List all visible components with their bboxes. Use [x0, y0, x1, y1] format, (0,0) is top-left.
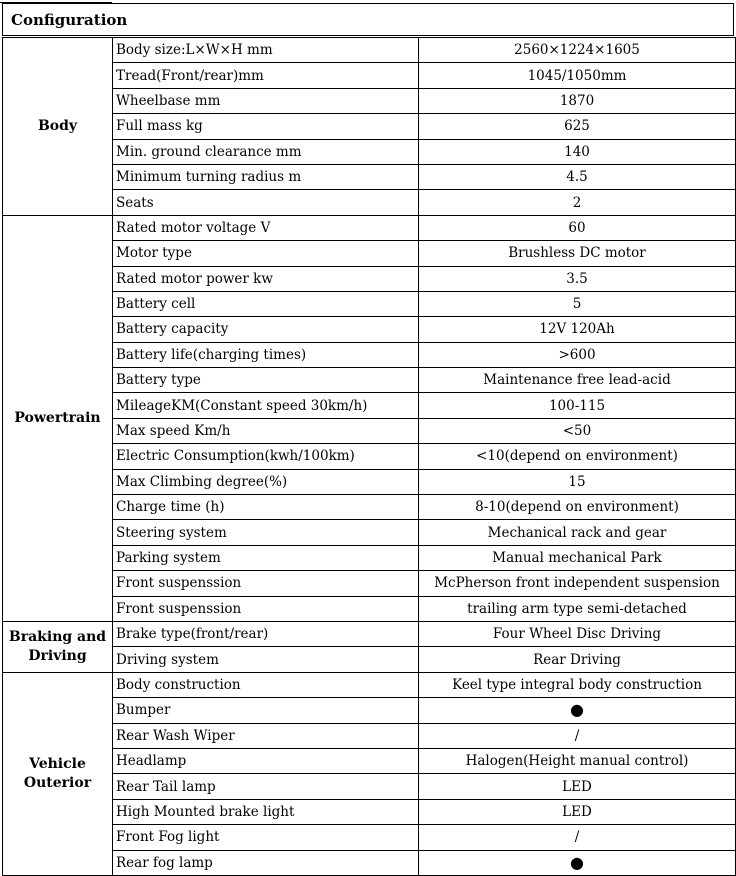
spec-value: trailing arm type semi-detached	[419, 596, 736, 621]
spec-item: Minimum turning radius m	[113, 164, 419, 189]
table-row	[3, 114, 736, 139]
spec-item: Min. ground clearance mm	[113, 139, 419, 164]
table-row	[3, 317, 736, 342]
spec-item: Max Climbing degree(%)	[113, 469, 419, 494]
page-title: Configuration	[11, 11, 128, 29]
table-row	[3, 495, 736, 520]
spec-value: /	[419, 825, 736, 850]
table-row	[3, 774, 736, 799]
spec-value: >600	[419, 342, 736, 367]
table-header	[2, 3, 734, 36]
table-row	[3, 164, 736, 189]
spec-item: Rear fog lamp	[113, 850, 419, 875]
spec-value: Brushless DC motor	[419, 241, 736, 266]
spec-value: 60	[419, 215, 736, 240]
spec-value: 8-10(depend on environment)	[419, 495, 736, 520]
spec-item: Battery capacity	[113, 317, 419, 342]
spec-item: Bumper	[113, 698, 419, 723]
table-row	[3, 63, 736, 88]
spec-item: Battery cell	[113, 291, 419, 316]
spec-value: Halogen(Height manual control)	[419, 748, 736, 773]
spec-item: Front suspenssion	[113, 571, 419, 596]
spec-value: <10(depend on environment)	[419, 444, 736, 469]
spec-item: Full mass kg	[113, 114, 419, 139]
table-row	[3, 571, 736, 596]
table-row	[3, 88, 736, 113]
spec-item: Battery life(charging times)	[113, 342, 419, 367]
spec-value: LED	[419, 799, 736, 824]
table-row	[3, 368, 736, 393]
table-row	[3, 698, 736, 723]
table-row	[3, 266, 736, 291]
table-row	[3, 38, 736, 63]
table-row	[3, 520, 736, 545]
spec-value: /	[419, 723, 736, 748]
spec-item: Rear Wash Wiper	[113, 723, 419, 748]
spec-value: 5	[419, 291, 736, 316]
table-row	[3, 672, 736, 697]
group-label: Braking and Driving	[3, 621, 113, 672]
spec-item: Rated motor voltage V	[113, 215, 419, 240]
spec-value: 4.5	[419, 164, 736, 189]
table-row	[3, 215, 736, 240]
spec-item: Headlamp	[113, 748, 419, 773]
spec-value: 1045/1050mm	[419, 63, 736, 88]
table-row	[3, 291, 736, 316]
spec-value: 2	[419, 190, 736, 215]
spec-item: Driving system	[113, 647, 419, 672]
spec-item: Parking system	[113, 545, 419, 570]
spec-value: Four Wheel Disc Driving	[419, 621, 736, 646]
spec-value: 1870	[419, 88, 736, 113]
spec-value: Maintenance free lead-acid	[419, 368, 736, 393]
spec-item: MileageKM(Constant speed 30km/h)	[113, 393, 419, 418]
spec-value: 100-115	[419, 393, 736, 418]
group-label: Body	[3, 38, 113, 216]
spec-value: <50	[419, 418, 736, 443]
table-row	[3, 621, 736, 646]
group-label: Vehicle Outerior	[3, 672, 113, 875]
table-row	[3, 799, 736, 824]
spec-item: Max speed Km/h	[113, 418, 419, 443]
table-row	[3, 825, 736, 850]
table-row	[3, 241, 736, 266]
spec-value: 625	[419, 114, 736, 139]
spec-item: Body size:L×W×H mm	[113, 38, 419, 63]
spec-value: 12V 120Ah	[419, 317, 736, 342]
spec-value: ●	[419, 698, 736, 723]
table-row	[3, 748, 736, 773]
table-row	[3, 647, 736, 672]
spec-value: LED	[419, 774, 736, 799]
spec-item: High Mounted brake light	[113, 799, 419, 824]
spec-item: Seats	[113, 190, 419, 215]
spec-item: Front suspenssion	[113, 596, 419, 621]
spec-value: 2560×1224×1605	[419, 38, 736, 63]
table-row	[3, 444, 736, 469]
spec-value: Rear Driving	[419, 647, 736, 672]
table-row	[3, 342, 736, 367]
spec-value: 3.5	[419, 266, 736, 291]
group-label: Powertrain	[3, 215, 113, 621]
table-row	[3, 723, 736, 748]
spec-value: McPherson front independent suspension	[419, 571, 736, 596]
spec-item: Steering system	[113, 520, 419, 545]
spec-item: Battery type	[113, 368, 419, 393]
table-row	[3, 596, 736, 621]
spec-value: Manual mechanical Park	[419, 545, 736, 570]
table-row	[3, 418, 736, 443]
spec-item: Tread(Front/rear)mm	[113, 63, 419, 88]
spec-value: 140	[419, 139, 736, 164]
spec-item: Brake type(front/rear)	[113, 621, 419, 646]
spec-item: Body construction	[113, 672, 419, 697]
spec-item: Motor type	[113, 241, 419, 266]
spec-value: ●	[419, 850, 736, 875]
spec-value: Mechanical rack and gear	[419, 520, 736, 545]
spec-item: Wheelbase mm	[113, 88, 419, 113]
spec-table	[2, 37, 736, 876]
spec-item: Front Fog light	[113, 825, 419, 850]
spec-value: 15	[419, 469, 736, 494]
table-row	[3, 393, 736, 418]
table-row	[3, 469, 736, 494]
spec-item: Rated motor power kw	[113, 266, 419, 291]
table-row	[3, 139, 736, 164]
spec-value: Keel type integral body construction	[419, 672, 736, 697]
table-row	[3, 545, 736, 570]
spec-table-body	[3, 38, 736, 876]
table-row	[3, 850, 736, 875]
spec-item: Rear Tail lamp	[113, 774, 419, 799]
spec-item: Charge time (h)	[113, 495, 419, 520]
table-row	[3, 190, 736, 215]
spec-item: Electric Consumption(kwh/100km)	[113, 444, 419, 469]
